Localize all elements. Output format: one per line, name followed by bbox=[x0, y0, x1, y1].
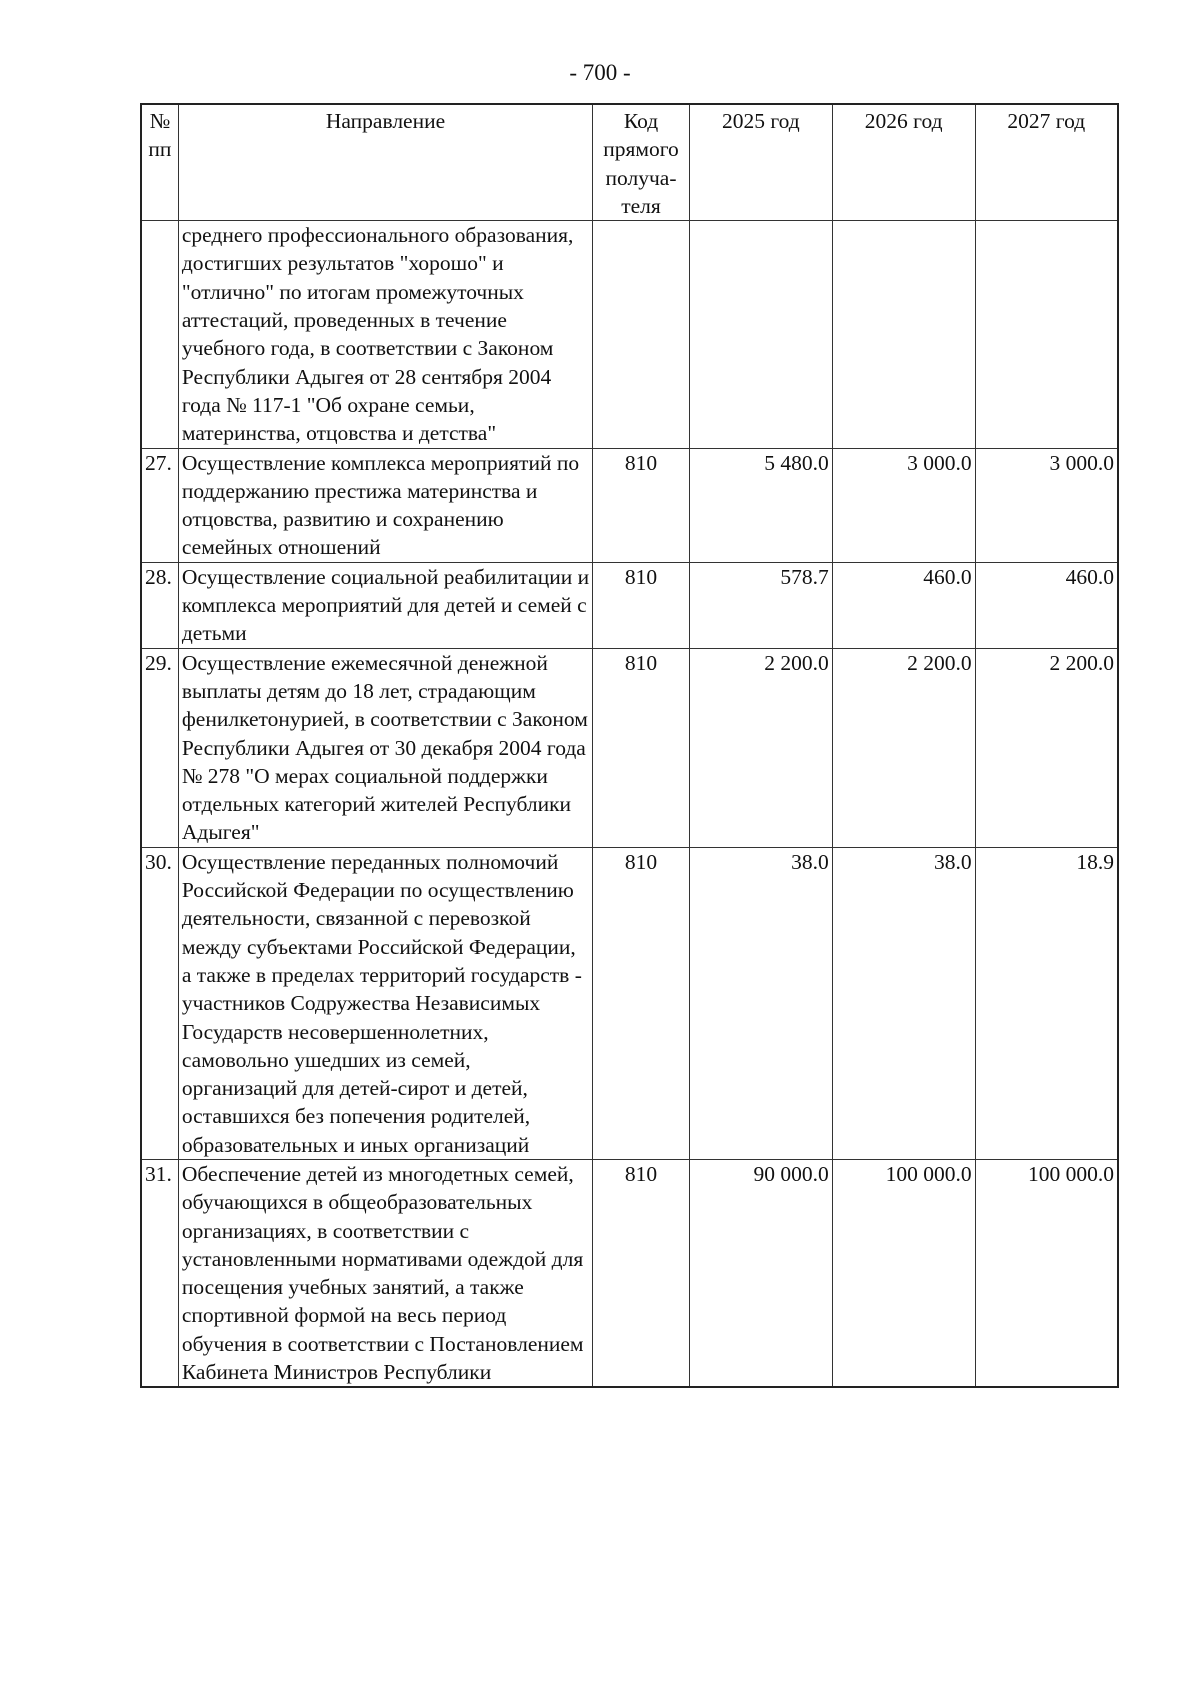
row-2026: 38.0 bbox=[832, 847, 975, 1159]
row-2026: 100 000.0 bbox=[832, 1159, 975, 1387]
table-row bbox=[141, 648, 1118, 847]
row-2027: 100 000.0 bbox=[975, 1159, 1118, 1387]
header-2025: 2025 год bbox=[689, 104, 832, 221]
row-code: 810 bbox=[593, 648, 690, 847]
row-number: 30. bbox=[141, 847, 178, 1159]
row-2025: 5 480.0 bbox=[689, 448, 832, 562]
header-2026: 2026 год bbox=[832, 104, 975, 221]
row-2025: 90 000.0 bbox=[689, 1159, 832, 1387]
header-no: № пп bbox=[141, 104, 178, 221]
header-row bbox=[141, 104, 1118, 221]
row-direction: Осуществление комплекса мероприятий по поддержанию престижа материнства и отцовства, развитию и сохранению семейных отношений bbox=[178, 448, 592, 562]
row-2026: 3 000.0 bbox=[832, 448, 975, 562]
row-number: 27. bbox=[141, 448, 178, 562]
row-direction: Осуществление ежемесячной денежной выплаты детям до 18 лет, страдающим фенилкетонурией, в соответствии с Законом Республики Адыгея от 30 декабря 2004 года № 278 "О мерах социальной поддержки отдельных категорий жителей Республики Адыгея" bbox=[178, 648, 592, 847]
row-2025: 38.0 bbox=[689, 847, 832, 1159]
row-2027: 460.0 bbox=[975, 562, 1118, 648]
row-code: 810 bbox=[593, 1159, 690, 1387]
row-2025: 2 200.0 bbox=[689, 648, 832, 847]
header-2027: 2027 год bbox=[975, 104, 1118, 221]
header-direction: Направление bbox=[178, 104, 592, 221]
row-number: 29. bbox=[141, 648, 178, 847]
row-code bbox=[593, 221, 690, 448]
row-direction: среднего профессионального образования, достигших результатов "хорошо" и "отлично" по итогам промежуточных аттестаций, проведенных в течение учебного года, в соответствии с Законом Республики Адыгея от 28 сентября 2004 года № 117-1 "Об охране семьи, материнства, отцовства и детства" bbox=[178, 221, 592, 448]
table-row bbox=[141, 1159, 1118, 1387]
header-code: Код прямого получа-теля bbox=[593, 104, 690, 221]
row-code: 810 bbox=[593, 847, 690, 1159]
budget-table bbox=[140, 103, 1119, 1388]
row-code: 810 bbox=[593, 562, 690, 648]
page-number: - 700 - bbox=[569, 60, 631, 85]
row-2026: 2 200.0 bbox=[832, 648, 975, 847]
row-number: 28. bbox=[141, 562, 178, 648]
row-2027 bbox=[975, 221, 1118, 448]
row-2026 bbox=[832, 221, 975, 448]
row-2025: 578.7 bbox=[689, 562, 832, 648]
row-number bbox=[141, 221, 178, 448]
table-row bbox=[141, 847, 1118, 1159]
row-2027: 2 200.0 bbox=[975, 648, 1118, 847]
row-2027: 3 000.0 bbox=[975, 448, 1118, 562]
row-number: 31. bbox=[141, 1159, 178, 1387]
row-code: 810 bbox=[593, 448, 690, 562]
row-direction: Осуществление переданных полномочий Российской Федерации по осуществлению деятельности, связанной с перевозкой между субъектами Российской Федерации, а также в пределах территорий государств - участников Содружества Независимых Государств несовершеннолетних, самовольно ушедших из семей, организаций для детей-сирот и детей, оставшихся без попечения родителей, образовательных и иных организаций bbox=[178, 847, 592, 1159]
row-2025 bbox=[689, 221, 832, 448]
row-direction: Обеспечение детей из многодетных семей, обучающихся в общеобразовательных организациях, в соответствии с установленными нормативами одеждой для посещения учебных занятий, а также спортивной формой на весь период обучения в соответствии с Постановлением Кабинета Министров Республики bbox=[178, 1159, 592, 1387]
table-row bbox=[141, 448, 1118, 562]
table-row bbox=[141, 221, 1118, 448]
row-2026: 460.0 bbox=[832, 562, 975, 648]
row-2027: 18.9 bbox=[975, 847, 1118, 1159]
row-direction: Осуществление социальной реабилитации и комплекса мероприятий для детей и семей с детьми bbox=[178, 562, 592, 648]
table-row bbox=[141, 562, 1118, 648]
